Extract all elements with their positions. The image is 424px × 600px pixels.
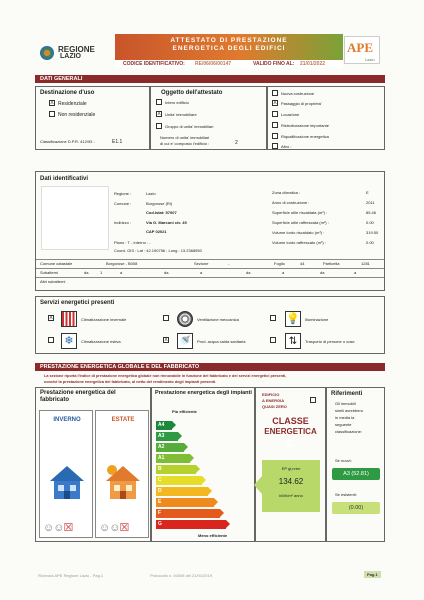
energy-class-label: G [158, 521, 162, 527]
valid-value: 21/01/2022 [300, 61, 326, 67]
oggetto-box [150, 86, 267, 150]
catasto-line-1 [36, 259, 384, 260]
clima-est-label: Climatizzazione estiva [81, 339, 121, 344]
nuova-costruzione-checkbox[interactable] [272, 90, 278, 96]
snowflake-icon: ❄ [61, 333, 77, 349]
clima-inv-label: Climatizzazione invernale [81, 317, 127, 322]
riferimenti-line-1: Gli immobili [335, 401, 356, 406]
servizi-title: Servizi energetici presenti [40, 300, 115, 306]
intero-edificio-checkbox[interactable] [156, 99, 162, 105]
motivazione-box [267, 86, 385, 150]
energy-class-bar [156, 465, 196, 474]
riferimenti-box [326, 387, 385, 542]
riqualificazione-label: Riqualificazione energetica [281, 134, 329, 139]
header-title-box [115, 34, 343, 60]
sub-a-1: a [120, 270, 123, 275]
lazio-text: LAZIO [60, 53, 81, 60]
zero-energia-line-1: EDIFICIO [262, 392, 280, 397]
classe-label-1: CLASSE [272, 416, 309, 426]
numero-unita-label-1: Numero di unita' immobiliari [160, 135, 210, 140]
illuminazione-checkbox[interactable] [270, 315, 276, 321]
faucet-icon: 🚿 [177, 333, 193, 349]
ristrutturazione-label: Ristrutturazione importante [281, 123, 330, 128]
riferimenti-line-3: in media la [335, 415, 355, 420]
zona-value: E [366, 190, 369, 195]
energy-class-arrow-tip [172, 421, 176, 429]
riqualificazione-checkbox[interactable] [272, 133, 278, 139]
ristrutturazione-checkbox[interactable] [272, 122, 278, 128]
energy-scale [156, 421, 254, 531]
trasporto-checkbox[interactable] [270, 337, 276, 343]
foglio-label: Foglio [274, 261, 285, 266]
anno-label: Anno di costruzione : [272, 200, 310, 205]
regione-label: Regione : [114, 191, 132, 196]
se-nuovi-value: A3 (52.81) [332, 468, 380, 480]
energy-class-arrow-tip [178, 432, 182, 440]
zero-energia-line-2: A ENERGIA [262, 398, 285, 403]
unita-immobiliare-label: Unita' immobiliare [165, 112, 197, 117]
zero-energia-checkbox[interactable] [310, 397, 316, 403]
foglio-value: 44 [300, 261, 305, 266]
summer-rating-x-icon: ☒ [119, 522, 129, 534]
inverno-label: INVERNO [53, 417, 81, 423]
impianti-box [151, 387, 255, 542]
fan-icon [177, 311, 193, 327]
energy-class-bar [156, 487, 208, 496]
energy-class-bar [156, 498, 214, 507]
classe-value: C [286, 438, 295, 450]
se-nuovi-label: Se nuovi: [335, 458, 352, 463]
trasporto-label: Trasporto di persone o cose [305, 339, 355, 344]
non-residenziale-label: Non residenziale [58, 112, 96, 118]
ventilazione-checkbox[interactable] [163, 315, 169, 321]
sub-da-1-value: 1 [100, 270, 103, 275]
destinazione-box [35, 86, 150, 150]
energy-class-label: A3 [158, 433, 165, 439]
passaggio-proprieta-checkbox[interactable]: X [273, 100, 277, 106]
zona-label: Zona climatica : [272, 190, 301, 195]
fabbricato-title-2: fabbricato [40, 397, 70, 403]
dati-generali-bar: DATI GENERALI [35, 75, 385, 83]
oggetto-title: Oggetto dell'attestato [161, 90, 223, 96]
sup-risc-value: 85.46 [366, 210, 377, 215]
ep-value: 134.62 [278, 477, 304, 486]
summer-house-icon [104, 463, 142, 501]
estate-label: ESTATE [111, 417, 135, 423]
locazione-checkbox[interactable] [272, 111, 278, 117]
nuova-costruzione-label: Nuova costruzione [281, 91, 315, 96]
energy-class-arrow-tip [214, 498, 218, 506]
estate-panel [95, 410, 149, 538]
locazione-label: Locazione [281, 112, 300, 117]
energy-class-arrow-tip [208, 487, 212, 495]
ape-logo-text: APE [347, 40, 373, 55]
footer-page: Pag.1 [364, 571, 381, 578]
code-label: CODICE IDENTIFICATIVO: [123, 61, 185, 67]
gruppo-unita-label: Gruppo di unita' immobiliari [165, 124, 214, 129]
sezione-value: - [228, 261, 230, 266]
energy-class-label: A2 [158, 444, 165, 450]
lightbulb-icon: 💡 [286, 313, 300, 325]
catasto-line-2 [36, 268, 384, 269]
regione-lazio-logo [40, 43, 110, 63]
riferimenti-line-5: classificazione: [335, 429, 362, 434]
acs-label: Prod. acqua calda sanitaria [197, 339, 246, 344]
classe-label-2: ENERGETICA [264, 427, 317, 436]
impianti-title: Prestazione energetica degli impianti [155, 390, 252, 396]
vol-risc-value: 319.50 [366, 230, 379, 235]
valid-label: VALIDO FINO AL: [253, 61, 295, 67]
numero-unita-label-2: di cui e' composto l'edificio : [160, 141, 210, 146]
classe-box [255, 387, 326, 542]
winter-house-icon [48, 463, 86, 501]
winter-rating-icons: ☺☺☒ [43, 522, 73, 534]
anno-value: 2011 [366, 200, 375, 205]
energy-class-label: C [158, 477, 162, 483]
footer-center: Protocollo n. 00008 del 21/01/2019 [150, 573, 213, 578]
energy-class-label: A4 [158, 422, 165, 428]
servizi-box [35, 296, 385, 354]
energy-class-bar [156, 509, 220, 518]
non-residenziale-checkbox[interactable] [49, 111, 55, 117]
intero-edificio-label: Intero edificio [165, 100, 189, 105]
acs-checkbox[interactable]: X [164, 337, 168, 343]
energy-class-arrow-tip [190, 454, 194, 462]
ep-unit: kWh/m² anno [279, 493, 303, 498]
energy-class-arrow-tip [202, 476, 206, 484]
riferimenti-title: Riferimenti [331, 391, 363, 397]
sub-da-2: da [164, 270, 169, 275]
se-esistenti-value: (0.00) [332, 502, 380, 514]
lazio-emblem-icon [40, 46, 54, 60]
riferimenti-line-4: seguente [335, 422, 352, 427]
sezione-label: Sezione [194, 261, 209, 266]
residenziale-label: Residenziale [58, 101, 87, 107]
illuminazione-label: Illuminazione [305, 317, 329, 322]
comune-label: Comune : [114, 201, 132, 206]
energy-class-label: D [158, 488, 162, 494]
sub-da-3: da [246, 270, 251, 275]
numero-unita-value: 2 [235, 140, 238, 146]
codistat-value: Cod.Istat: 57007 [146, 210, 177, 215]
energy-class-label: E [158, 499, 162, 505]
sub-a-4: a [354, 270, 357, 275]
ape-logo [344, 36, 380, 64]
footer-left: Ricevuta APE Regione Lazio - Pag.1 [38, 573, 104, 578]
catasto-line-3 [36, 277, 384, 278]
energy-class-label: B [158, 466, 162, 472]
classificazione-label: Classificazione D.P.R. 412/93 : [40, 139, 95, 144]
zero-energia-line-3: QUASI ZERO [262, 404, 287, 409]
residenziale-checkbox[interactable]: X [50, 100, 54, 106]
sup-risc-label: Superficie utile riscaldata (m²) : [272, 210, 328, 215]
identificativi-box [35, 171, 385, 291]
ep-pointer-arrow [254, 476, 262, 494]
ventilazione-label: Ventilazione meccanica [197, 317, 239, 322]
se-esistenti-label: Se esistenti: [335, 492, 357, 497]
unita-immobiliare-checkbox[interactable]: X [157, 111, 161, 117]
energy-class-arrow-tip [184, 443, 188, 451]
energy-class-bar [156, 476, 202, 485]
prestazione-intro-2: nonchè la prestazione energetica del fabbricato, al netto del rendimento degli impianti presenti. [44, 380, 217, 384]
altro-checkbox[interactable] [272, 143, 278, 149]
piu-efficiente-label: Più efficiente [172, 409, 197, 414]
indirizzo-value: Via G. Marconi civ. 49 [146, 220, 187, 225]
altri-sub-label: Altri subalterni [40, 279, 66, 284]
energy-class-label: A1 [158, 455, 165, 461]
energy-class-arrow-tip [220, 509, 224, 517]
catasto-comune-value: Borgorose - B008 [106, 261, 138, 266]
vol-raff-label: Volume lordo raffrescato (m³) : [272, 240, 326, 245]
sub-a-2: a [200, 270, 203, 275]
comune-value: Borgorose (RI) [146, 201, 173, 206]
code-value: RE/06/06/00147 [195, 61, 232, 67]
ep-label: EP gl,nren [281, 466, 301, 471]
prestazione-intro-1: La sezione riporta l'indice di prestazione energetica globale non rinnovabile in funzione del fabbricato e dei servizi energetici presenti, [44, 374, 287, 378]
classificazione-value: E1.1 [112, 139, 123, 145]
title-line-1: ATTESTATO DI PRESTAZIONE [170, 37, 288, 44]
gruppo-unita-checkbox[interactable] [156, 123, 162, 129]
building-photo [41, 186, 109, 250]
clima-inv-checkbox[interactable]: X [49, 315, 53, 321]
destinazione-title: Destinazione d'uso [40, 90, 95, 96]
catasto-comune-label: Comune catastale [40, 261, 73, 266]
sub-a-3: a [282, 270, 285, 275]
indirizzo-label: Indirizzo : [114, 220, 132, 225]
riferimenti-line-2: simili avrebbero [335, 408, 364, 413]
energy-class-arrow-tip [226, 520, 230, 528]
vol-risc-label: Volume lordo riscaldato (m³) : [272, 230, 325, 235]
fabbricato-title-1: Prestazione energetica del [40, 390, 116, 396]
sup-raff-label: Superficie utile raffrescata (m²) : [272, 220, 329, 225]
ape-logo-sub: Lazio [365, 57, 375, 62]
passaggio-proprieta-label: Passaggio di proprieta' [281, 101, 322, 106]
meno-efficiente-label: Meno efficiente [198, 533, 228, 538]
winter-rating-x-icon: ☒ [63, 522, 73, 534]
piano-value: Piano : T - Interno : - [114, 240, 151, 245]
identificativi-title: Dati identificativi [40, 176, 89, 182]
energy-class-bar [156, 520, 226, 529]
sub-da-4: da [320, 270, 325, 275]
energy-class-label: F [158, 510, 162, 516]
radiator-icon [61, 311, 77, 327]
summer-rating-icons: ☺☺☒ [99, 522, 129, 534]
clima-est-checkbox[interactable] [48, 337, 54, 343]
cap-value: CAP 02021 [146, 229, 167, 234]
fabbricato-box [35, 387, 151, 542]
regione-value: Lazio [146, 191, 156, 196]
regione-text: REGIONE [58, 45, 95, 54]
ep-indicator-box [262, 460, 320, 512]
energy-class-arrow-tip [196, 465, 200, 473]
subalterni-label: Subalterni [40, 270, 59, 275]
sub-da-1: da [84, 270, 89, 275]
particella-label: Particella [323, 261, 340, 266]
gis-value: Coord. GIS : Lat : 42.190756 ; Long : 13.2368950 [114, 248, 202, 253]
prestazione-bar: PRESTAZIONE ENERGETICA GLOBALE E DEL FABBRICATO [35, 363, 385, 371]
elevator-icon: ⇅ [285, 333, 301, 349]
title-line-2: ENERGETICA DEGLI EDIFICI [172, 45, 286, 52]
vol-raff-value: 0.00 [366, 240, 374, 245]
particella-value: 1281 [361, 261, 370, 266]
sup-raff-value: 0.00 [366, 220, 374, 225]
inverno-panel [39, 410, 93, 538]
code-row [115, 60, 343, 68]
altro-label: Altro : [281, 144, 292, 149]
